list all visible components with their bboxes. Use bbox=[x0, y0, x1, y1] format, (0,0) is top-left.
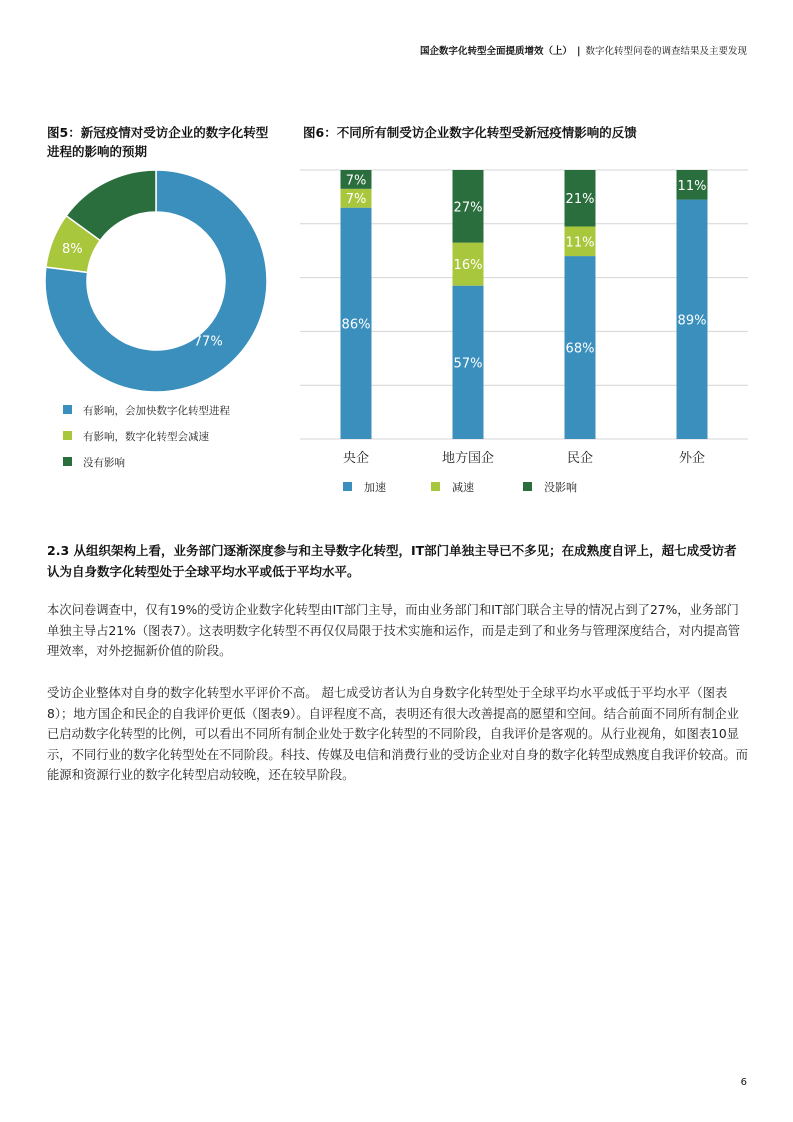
figure5-legend-label-3: 没有影响 bbox=[83, 457, 125, 469]
body-paragraph-1: 本次问卷调查中，仅有19%的受访企业数字化转型由IT部门主导，而由业务部门和IT部门联合主导的情况占到了27%，业务部门单独主导占21%（图表7）。这表明数字化转型不再仅仅局限于技术实施和运作，而是走到了和业务与管理深度结合，对内提高管理效率，对外挖掘新价值的阶段。 bbox=[47, 603, 741, 658]
category-label-3: 民企 bbox=[566, 451, 594, 466]
figure6-legend-label-2: 减速 bbox=[452, 481, 474, 494]
header-separator: | bbox=[577, 46, 581, 57]
bar-label-4-series-1: 89% bbox=[677, 313, 707, 329]
bar-label-2-series-1: 57% bbox=[453, 356, 483, 372]
figure6-legend-swatch-3 bbox=[523, 482, 532, 491]
figure5-legend-swatch-1 bbox=[63, 405, 72, 414]
bar-label-3-series-2: 11% bbox=[565, 235, 595, 251]
donut-label-2: 8% bbox=[62, 241, 83, 257]
donut-label-1: 77% bbox=[193, 334, 223, 350]
figure5-legend-swatch-2 bbox=[63, 431, 72, 440]
bar-label-1-series-3: 7% bbox=[345, 173, 367, 189]
bar-label-2-series-2: 16% bbox=[453, 258, 483, 274]
bar-label-2-series-3: 27% bbox=[453, 200, 483, 216]
figure6-stacked-bar-chart bbox=[290, 160, 760, 510]
category-label-2: 地方国企 bbox=[441, 451, 495, 466]
figure6-legend-label-3: 没影响 bbox=[544, 481, 577, 494]
bar-label-3-series-3: 21% bbox=[565, 192, 595, 208]
figure5-donut-chart bbox=[30, 160, 280, 490]
figure6-legend-swatch-1 bbox=[343, 482, 352, 491]
category-label-4: 外企 bbox=[678, 451, 706, 466]
figure6-legend-label-1: 加速 bbox=[364, 481, 386, 494]
figure5-legend-swatch-3 bbox=[63, 457, 72, 466]
header-subtitle: 数字化转型问卷的调查结果及主要发现 bbox=[585, 46, 747, 57]
figure5-title: 图5：新冠疫情对受访企业的数字化转型进程的影响的预期 bbox=[47, 125, 269, 159]
bar-label-4-series-3: 11% bbox=[677, 178, 707, 194]
bar-label-3-series-1: 68% bbox=[565, 341, 595, 357]
bar-label-1-series-1: 86% bbox=[341, 317, 371, 333]
page-number: 6 bbox=[740, 1077, 747, 1088]
category-label-1: 央企 bbox=[342, 451, 370, 466]
section-heading: 2.3 从组织架构上看，业务部门逐渐深度参与和主导数字化转型，IT部门单独主导已不多见；在成熟度自评上，超七成受访者认为自身数字化转型处于全球平均水平或低于平均水平。 bbox=[47, 543, 737, 579]
header-title: 国企数字化转型全面提质增效（上） bbox=[419, 46, 572, 57]
page-header bbox=[420, 43, 747, 57]
figure6-legend-swatch-2 bbox=[431, 482, 440, 491]
body-paragraph-2: 受访企业整体对自身的数字化转型水平评价不高。 超七成受访者认为自身数字化转型处于全球平均水平或低于平均水平（图表8）；地方国企和民企的自我评价更低（图表9）。自评程度不高，表明还有很大改善提高的愿望和空间。结合前面不同所有制企业已启动数字化转型的比例，可以看出不同所有制企业处于数字化转型的不同阶段，自我评价是客观的。从行业视角，如图表10显示，不同行业的数字化转型处在不同阶段。科技、传媒及电信和消费行业的受访企业对自身的数字化转型成熟度自我评价较高。而能源和资源行业的数字化转型启动较晚，还在较早阶段。 bbox=[47, 686, 748, 782]
bar-label-1-series-2: 7% bbox=[345, 192, 367, 208]
figure5-legend-label-2: 有影响，数字化转型会减速 bbox=[83, 431, 209, 443]
figure6-title: 图6：不同所有制受访企业数字化转型受新冠疫情影响的反馈 bbox=[303, 125, 637, 140]
figure5-legend-label-1: 有影响，会加快数字化转型进程 bbox=[83, 405, 230, 417]
